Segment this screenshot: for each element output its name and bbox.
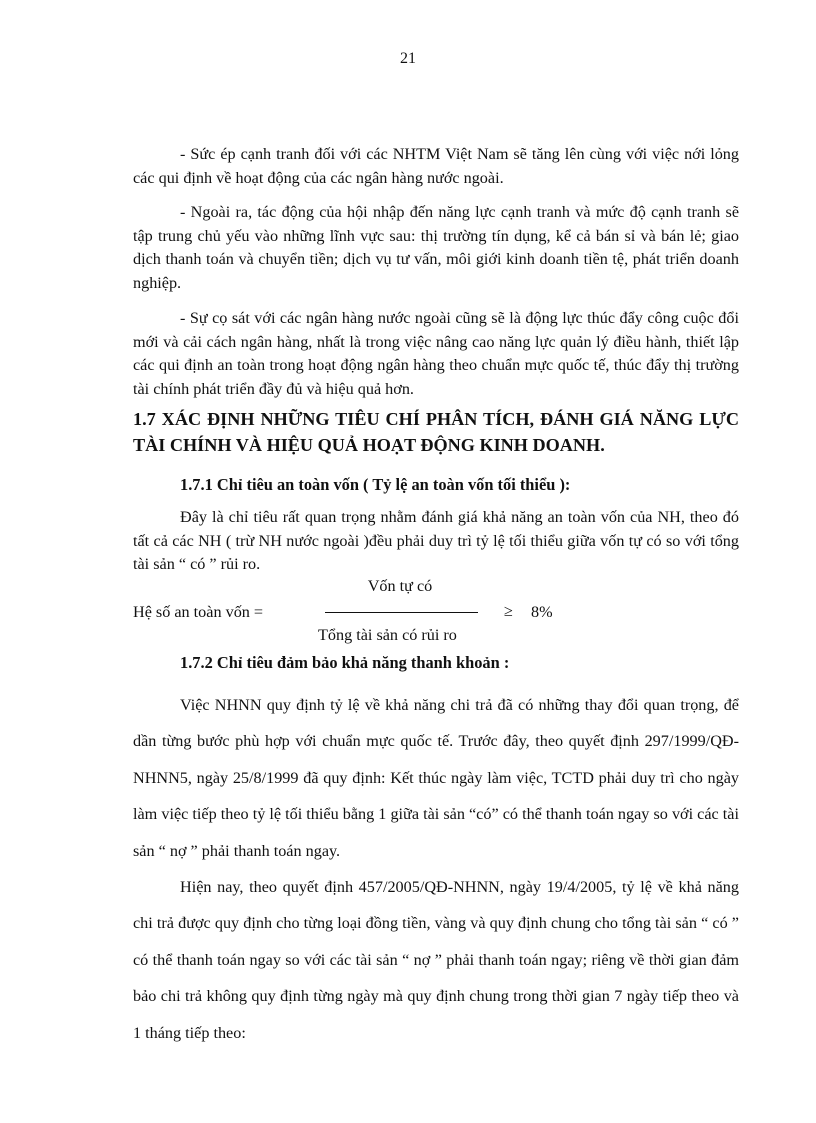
paragraph-liquidity-history: Việc NHNN quy định tỷ lệ về khả năng chi trả đã có những thay đổi quan trọng, để dần từng bước phù hợp với chuẩn mực quốc tế. Trước đây, theo quyết định 297/1999/QĐ-NHNN5, ngày 25/8/1999 đã quy định: Kết thúc ngày làm việc, TCTD phải duy trì cho ngày làm việc tiếp theo tỷ lệ tối thiểu bằng 1 giữa tài sản “có” có thể thanh toán ngay so với các tài sản “ nợ ” phải thanh toán ngay. [133, 696, 739, 860]
formula-denominator: Tổng tài sản có rủi ro [318, 626, 457, 644]
paragraph-integration-impact: - Ngoài ra, tác động của hội nhập đến năng lực cạnh tranh và mức độ cạnh tranh sẽ tập trung chủ yếu vào những lĩnh vực sau: thị trường tín dụng, kể cả bán sỉ và bán lẻ; giao dịch thanh toán và chuyển tiền; dịch vụ tư vấn, môi giới kinh doanh tiền tệ, phát triển doanh nghiệp. [133, 203, 739, 292]
paragraph-liquidity-current: Hiện nay, theo quyết định 457/2005/QĐ-NHNN, ngày 19/4/2005, tỷ lệ về khả năng chi trả được quy định cho từng loại đồng tiền, vàng và quy định chung cho tổng tài sản “ có ” có thể thanh toán ngay so với các tài sản “ nợ ” phải thanh toán ngay; riêng về thời gian đảm bảo chi trả không quy định từng ngày mà quy định chung trong thời gian 7 ngày tiếp theo và 1 tháng tiếp theo: [133, 878, 739, 1042]
formula-numerator: Vốn tự có [367, 577, 433, 595]
formula-operator: ≥ [504, 602, 513, 620]
subsection-heading-capital-safety: 1.7.1 Chỉ tiêu an toàn vốn ( Tỷ lệ an toàn vốn tối thiểu ): [180, 475, 571, 494]
formula-label: Hệ số an toàn vốn = [133, 603, 264, 621]
formula-fraction-bar [325, 612, 478, 613]
subsection-heading-liquidity: 1.7.2 Chỉ tiêu đảm bảo khả năng thanh khoản : [180, 653, 510, 672]
paragraph-capital-safety: Đây là chỉ tiêu rất quan trọng nhằm đánh giá khả năng an toàn vốn của NH, theo đó tất cả các NH ( trừ NH nước ngoài )đều phải duy trì tỷ lệ tối thiểu giữa vốn tự có so với tổng tài sản “ có ” rủi ro. [133, 508, 739, 573]
page-number: 21 [400, 50, 416, 67]
paragraph-foreign-banks-friction: - Sự cọ sát với các ngân hàng nước ngoài cũng sẽ là động lực thúc đẩy công cuộc đổi mới và cải cách ngân hàng, nhất là trong việc nâng cao năng lực quản lý điều hành, thiết lập các qui định an toàn trong hoạt động ngân hàng theo chuẩn mực quốc tế, thúc đẩy thị trường tài chính phát triển đầy đủ và hiệu quả hơn. [133, 309, 739, 398]
paragraph-competition-pressure: - Sức ép cạnh tranh đối với các NHTM Việt Nam sẽ tăng lên cùng với việc nới lỏng các qui định về hoạt động của các ngân hàng nước ngoài. [133, 145, 739, 187]
section-heading: 1.7 XÁC ĐỊNH NHỮNG TIÊU CHÍ PHÂN TÍCH, ĐÁNH GIÁ NĂNG LỰC TÀI CHÍNH VÀ HIỆU QUẢ HOẠT ĐỘNG KINH DOANH. [133, 409, 739, 455]
formula-threshold: 8% [531, 603, 553, 621]
